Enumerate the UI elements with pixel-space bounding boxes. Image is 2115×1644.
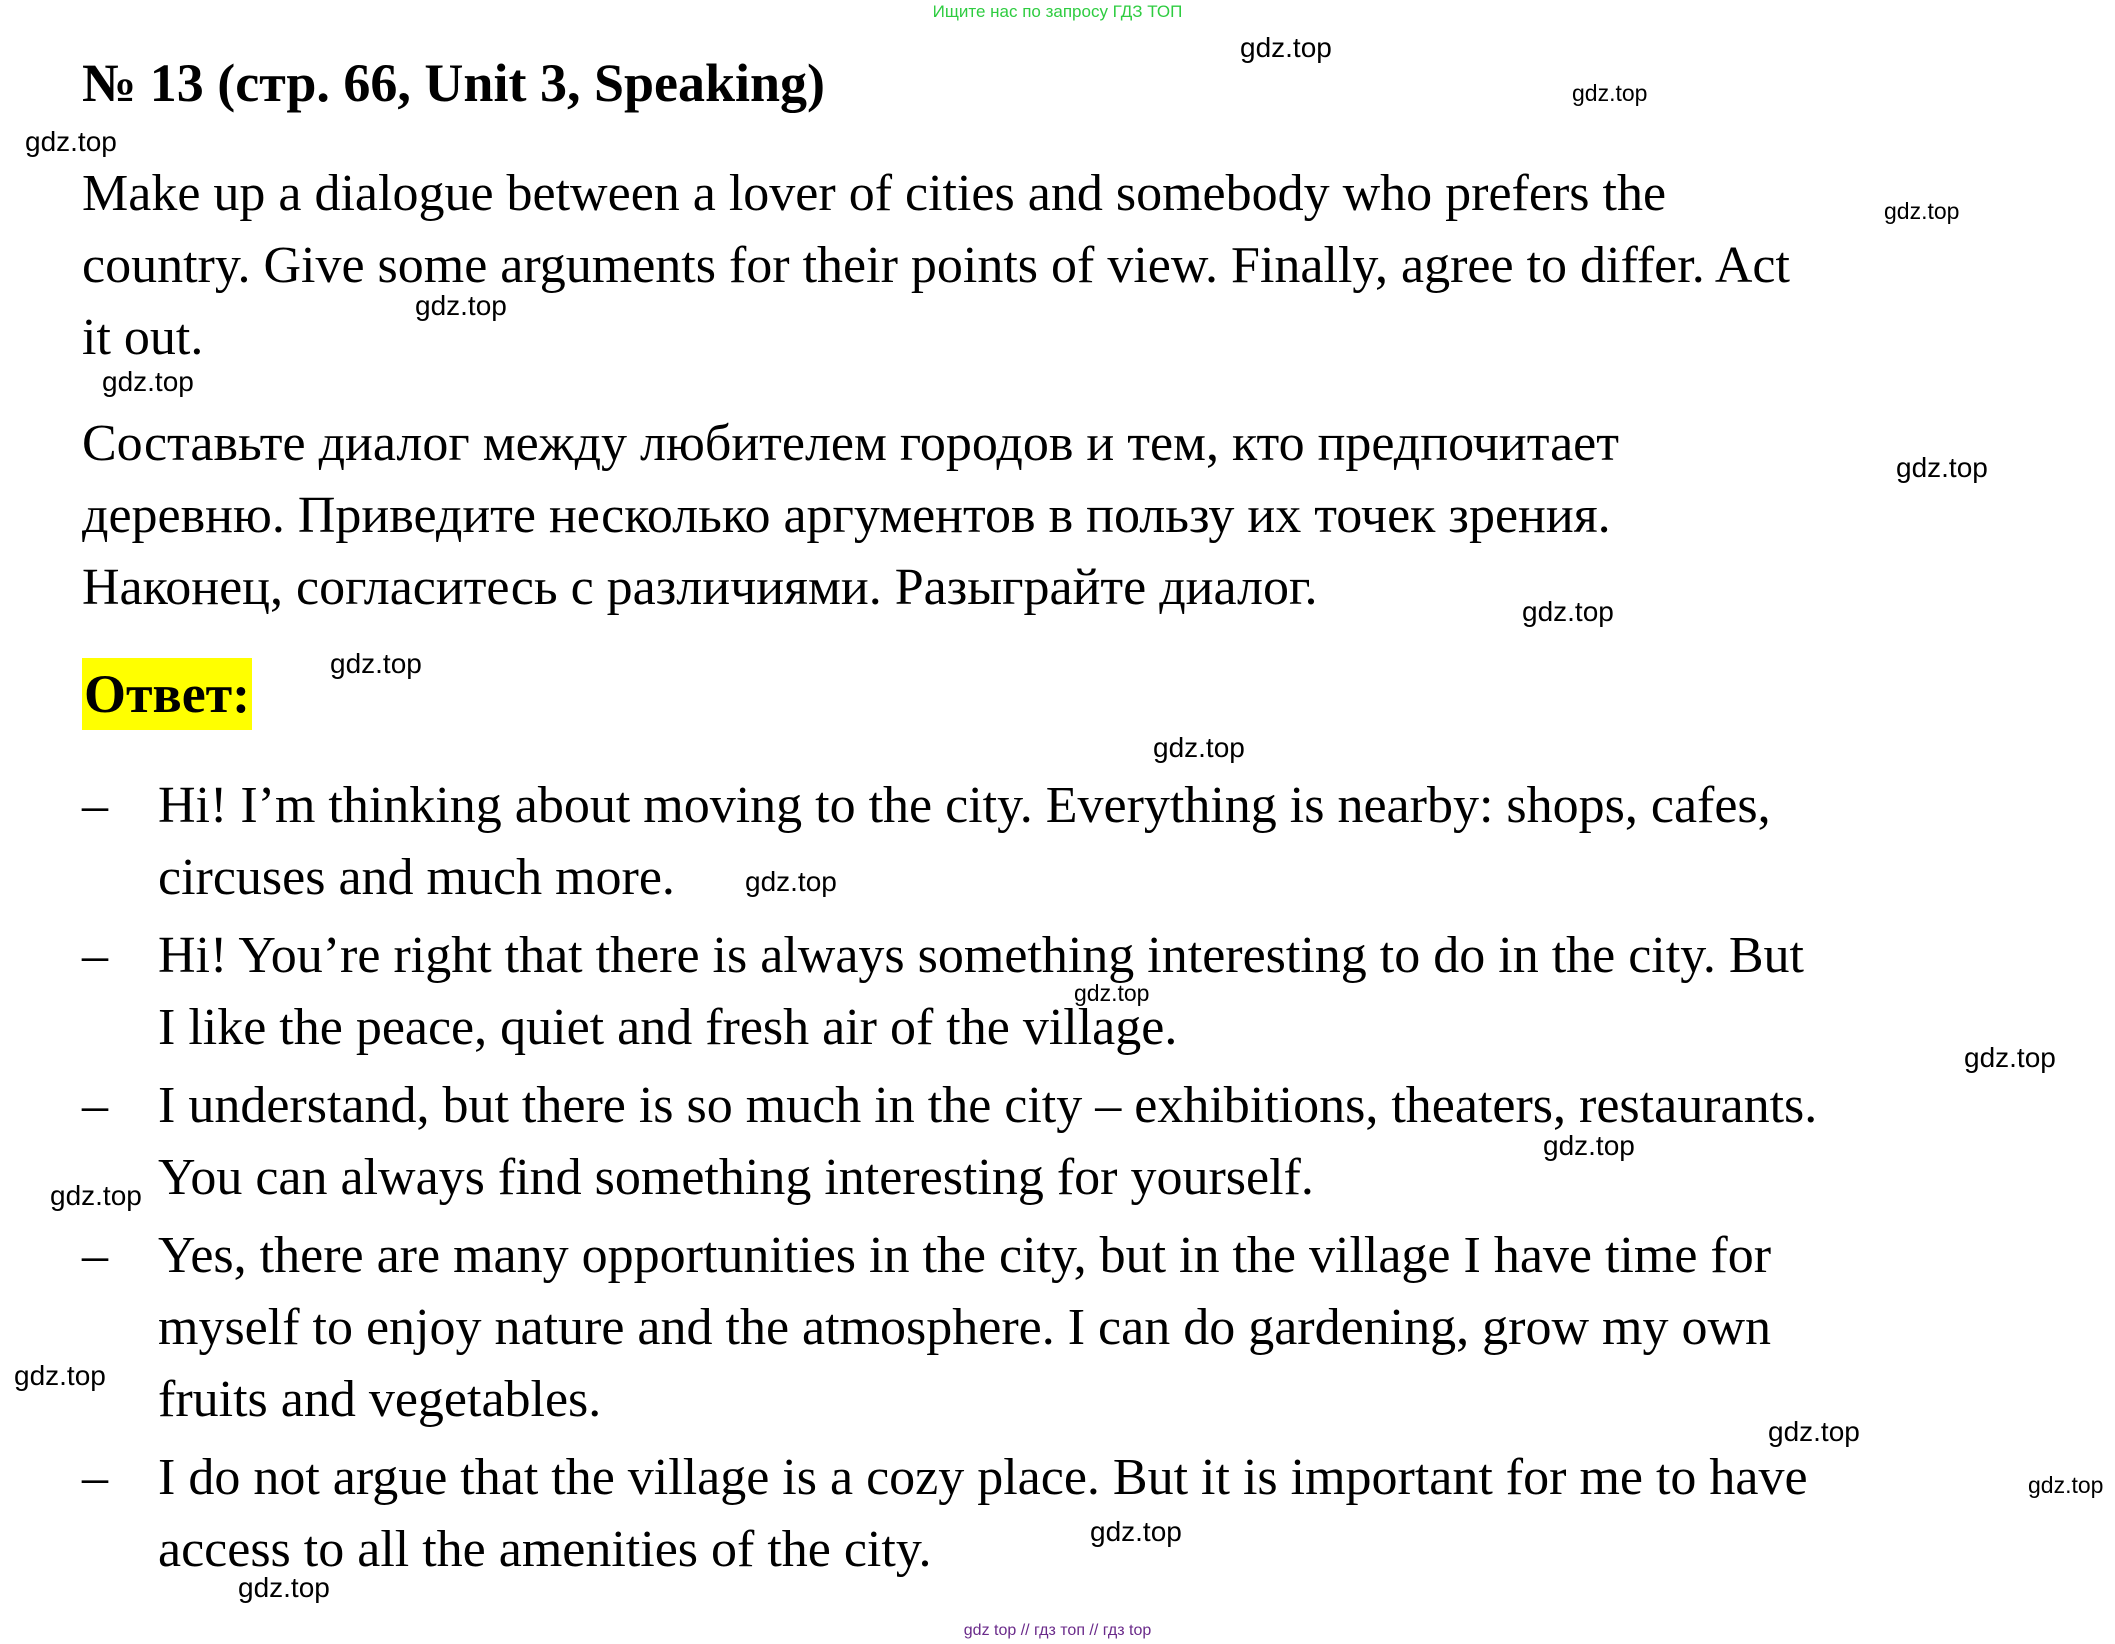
dash-marker: – <box>82 927 108 984</box>
watermark: gdz.top <box>50 1180 142 1211</box>
task-russian <box>82 408 1619 624</box>
dialogue-text: Hi! I’m thinking about moving to the city. Everything is nearby: shops, cafes, <box>158 777 1771 834</box>
dash-marker: – <box>82 1227 108 1284</box>
watermark: gdz.top <box>1074 980 1150 1006</box>
page-title: № 13 (стр. 66, Unit 3, Speaking) <box>82 53 826 113</box>
dialogue-line <box>82 1220 1817 1436</box>
dialogue-text: fruits and vegetables. <box>158 1371 602 1428</box>
answer-label: Ответ: <box>82 658 252 730</box>
dialogue-text: myself to enjoy nature and the atmosphere. I can do gardening, grow my own <box>158 1299 1771 1356</box>
dialogue-line <box>82 920 1817 1064</box>
dialogue-text: access to all the amenities of the city. <box>158 1521 932 1578</box>
task-russian-line: Наконец, согласитесь с различиями. Разыграйте диалог. <box>82 559 1318 616</box>
watermark: gdz.top <box>1543 1130 1635 1161</box>
dialogue-text: I understand, but there is so much in the city – exhibitions, theaters, restaurants. <box>158 1077 1818 1134</box>
watermark: gdz.top <box>1896 452 1988 483</box>
watermark: gdz.top <box>1522 596 1614 627</box>
task-russian-line: Составьте диалог между любителем городов и тем, кто предпочитает <box>82 415 1619 472</box>
watermark: gdz.top <box>330 648 422 679</box>
task-russian-line: деревню. Приведите несколько аргументов в пользу их точек зрения. <box>82 487 1611 544</box>
watermark: gdz.top <box>14 1360 106 1391</box>
task-english-line: it out. <box>82 309 204 366</box>
watermark: gdz.top <box>745 866 837 897</box>
watermark: gdz.top <box>102 366 194 397</box>
watermark: gdz.top <box>1572 80 1648 106</box>
watermark: gdz.top <box>238 1572 330 1603</box>
footer-watermark: gdz top // гдз топ // гдз top <box>963 1622 1152 1639</box>
watermark: gdz.top <box>25 126 117 157</box>
watermark: gdz.top <box>1090 1516 1182 1547</box>
dialogue-line <box>82 770 1817 914</box>
watermark: gdz.top <box>1884 198 1960 224</box>
watermark: gdz.top <box>1153 732 1245 763</box>
dialogue-text: circuses and much more. <box>158 849 675 906</box>
dialogue-text: Yes, there are many opportunities in the city, but in the village I have time for <box>158 1227 1772 1284</box>
task-english <box>82 158 1790 374</box>
top-banner: Ищите нас по запросу ГДЗ ТОП <box>932 2 1183 21</box>
dialogue-text: I like the peace, quiet and fresh air of the village. <box>158 999 1178 1056</box>
dialogue-text: You can always find something interesting for yourself. <box>158 1149 1314 1206</box>
watermark: gdz.top <box>1240 32 1332 63</box>
task-english-line: Make up a dialogue between a lover of cities and somebody who prefers the <box>82 165 1667 222</box>
task-english-line: country. Give some arguments for their points of view. Finally, agree to differ. Act <box>82 237 1790 294</box>
watermark: gdz.top <box>1768 1416 1860 1447</box>
dash-marker: – <box>82 1077 108 1134</box>
watermark: gdz.top <box>1964 1042 2056 1073</box>
dialogue <box>82 770 1817 1592</box>
dialogue-line <box>82 1442 1817 1586</box>
dialogue-text: Hi! You’re right that there is always something interesting to do in the city. But <box>158 927 1804 984</box>
dash-marker: – <box>82 777 108 834</box>
watermark: gdz.top <box>2028 1472 2104 1498</box>
dialogue-text: I do not argue that the village is a cozy place. But it is important for me to have <box>158 1449 1808 1506</box>
dash-marker: – <box>82 1449 108 1506</box>
watermark: gdz.top <box>415 290 507 321</box>
